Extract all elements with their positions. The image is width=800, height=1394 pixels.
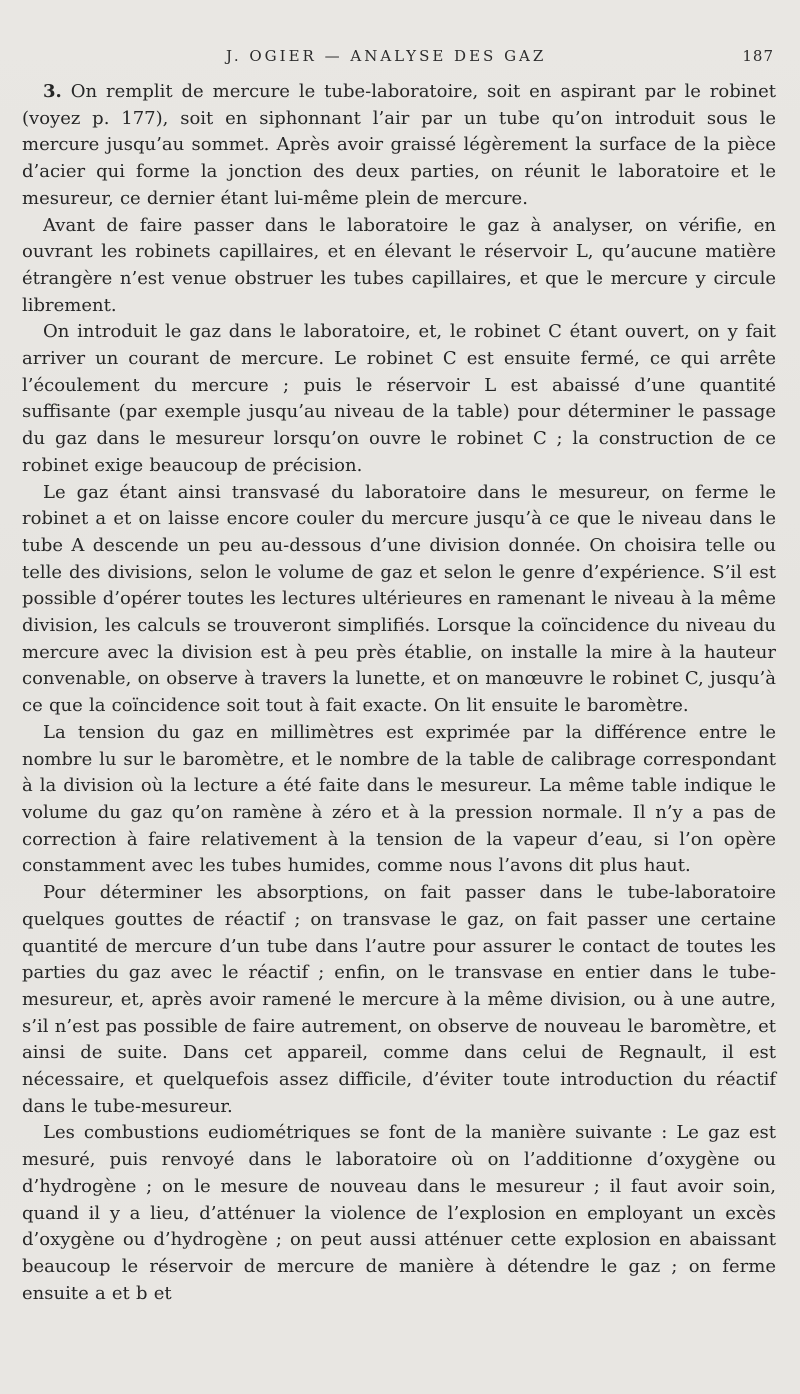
paragraph-text: Le gaz étant ainsi transvasé du laboratoire dans le mesureur, on ferme le robinet a et on laisse encore couler du mercure jusqu’à ce que le niveau dans le tube A descende un peu au-dessous d’une division donnée. On choisira telle ou telle des divisions, selon le volume de gaz et selon le genre d’expérience. S’il est possible d’opérer toutes les lectures ultérieures en ramenant le niveau à la même division, les calculs se trouveront simplifiés. Lorsque la coïncidence du niveau du mercure avec la division est à peu près établie, on installe la mire à la hauteur convenable, on observe à travers la lunette, et on manœuvre le robinet C, jusqu’à ce que la coïncidence soit tout à fait exacte. On lit ensuite le baromètre. bbox=[22, 481, 776, 717]
paragraph-number: 3. bbox=[43, 81, 62, 102]
running-title: J. OGIER — ANALYSE DES GAZ bbox=[226, 47, 547, 65]
paragraph-text: On introduit le gaz dans le laboratoire, et, le robinet C étant ouvert, on y fait arriver un courant de mercure. Le robinet C est ensuite fermé, ce qui arrête l’écoulement du mercure ; puis le réservoir L est abaissé d’une quantité suffisante (par exemple jusqu’au niveau de la table) pour déterminer le passage du gaz dans le mesureur lorsqu’on ouvre le robinet C ; la construction de ce robinet exige beaucoup de précision. bbox=[22, 321, 776, 476]
paragraph-text: Avant de faire passer dans le laboratoire le gaz à analyser, on vérifie, en ouvrant les robinets capillaires, et en élevant le réservoir L, qu’aucune matière étrangère n’est venue obstruer les tubes capillaires, et que le mercure y circule librement. bbox=[22, 214, 776, 316]
paragraph-text: La tension du gaz en millimètres est exprimée par la différence entre le nombre lu sur le baromètre, et le nombre de la table de calibrage correspondant à la division où la lecture a été faite dans le mesureur. La même table indique le volume du gaz qu’on ramène à zéro et à la pression normale. Il n’y a pas de correction à faire relativement à la tension de la vapeur d’eau, si l’on opère constamment avec les tubes humides, comme nous l’avons dit plus haut. bbox=[22, 721, 776, 877]
body-text bbox=[22, 79, 776, 1307]
page-number: 187 bbox=[742, 47, 774, 65]
running-header bbox=[0, 47, 800, 71]
paragraph-text: Les combustions eudiométriques se font de la manière suivante : Le gaz est mesuré, puis renvoyé dans le laboratoire où on l’additionne d’oxygène ou d’hydrogène ; on le mesure de nouveau dans le mesureur ; il faut avoir soin, quand il y a lieu, d’atténuer la violence de l’explosion en employant un excès d’oxygène ou d’hydrogène ; on peut aussi atténuer cette explosion en abaissant beaucoup le réservoir de mercure de manière à détendre le gaz ; on ferme ensuite a et b et bbox=[22, 1122, 776, 1304]
paragraph bbox=[22, 720, 776, 880]
paragraph bbox=[22, 79, 776, 213]
paragraph-text: Pour déterminer les absorptions, on fait passer dans le tube-laboratoire quelques gouttes de réactif ; on transvase le gaz, on fait passer une certaine quantité de mercure d’un tube dans l’autre pour assurer le contact de toutes les parties du gaz avec le réactif ; enfin, on le transvase en entier dans le tube-mesureur, et, après avoir ramené le mercure à la même division, ou à une autre, s’il n’est pas possible de faire autrement, on observe de nouveau le baromètre, et ainsi de suite. Dans cet appareil, comme dans celui de Regnault, il est nécessaire, et quelquefois assez difficile, d’éviter toute introduction du réactif dans le tube-mesureur. bbox=[22, 882, 776, 1117]
paragraph bbox=[22, 880, 776, 1120]
paragraph bbox=[22, 1120, 776, 1307]
paragraph-text: On remplit de mercure le tube-laboratoire, soit en aspirant par le robinet (voyez p. 177), soit en siphonnant l’air par un tube qu’on introduit sous le mercure jusqu’au sommet. Après avoir graissé légèrement la surface de la pièce d’acier qui forme la jonction des deux parties, on réunit le laboratoire et le mesureur, ce dernier étant lui-même plein de mercure. bbox=[22, 81, 776, 209]
paragraph bbox=[22, 213, 776, 320]
paragraph bbox=[22, 319, 776, 479]
paragraph bbox=[22, 480, 776, 720]
